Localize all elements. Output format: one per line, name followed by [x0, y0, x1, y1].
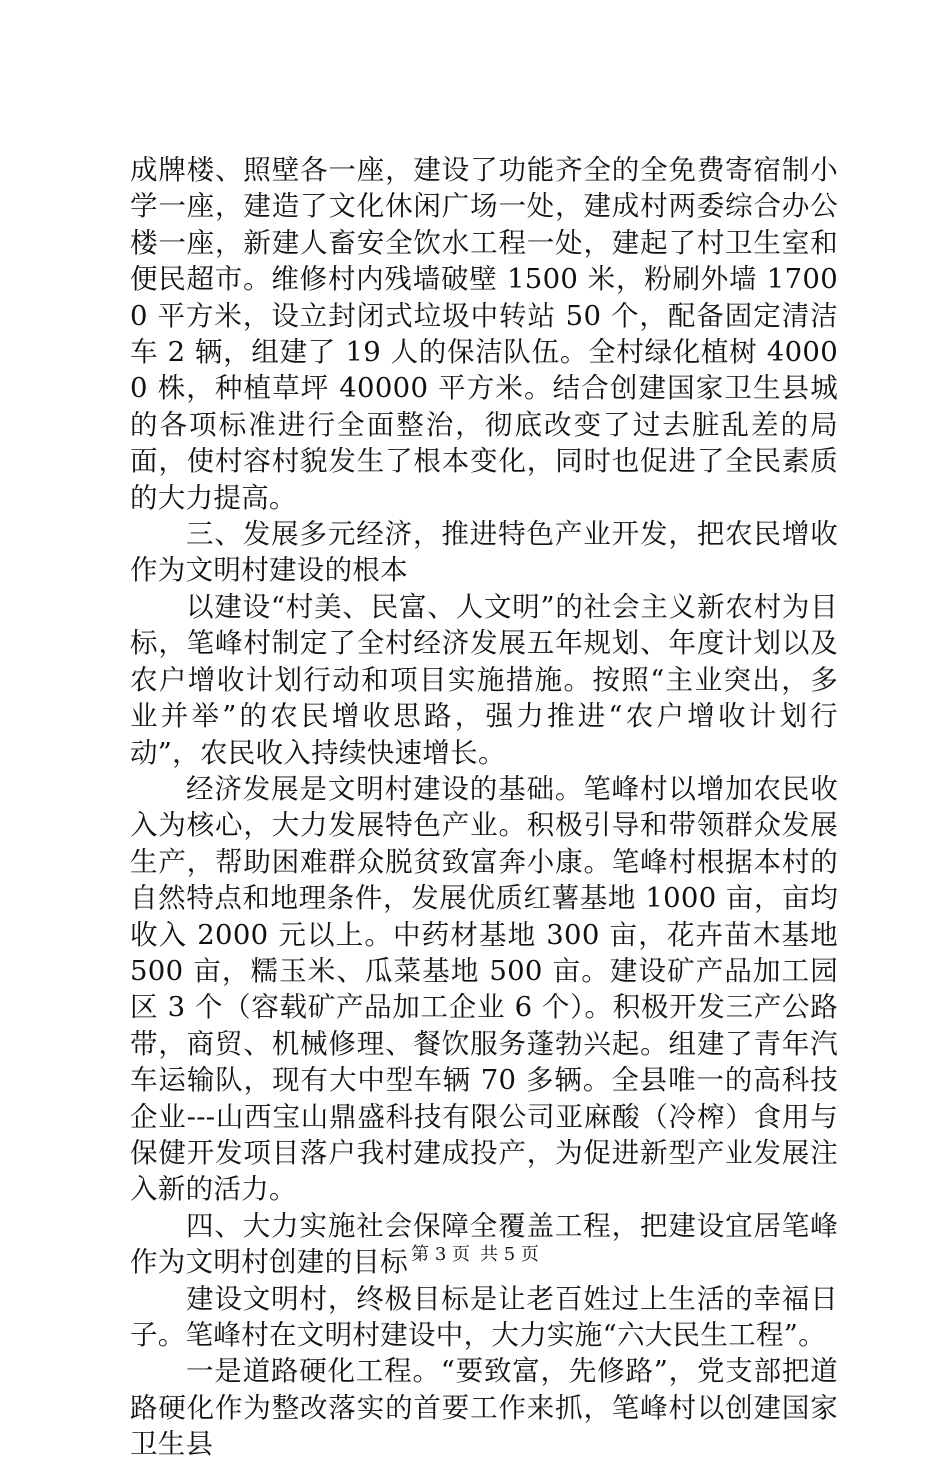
paragraph-village-construction: 成牌楼、照壁各一座，建设了功能齐全的全免费寄宿制小学一座，建造了文化休闲广场一处，建成村两委综合办公楼一座，新建人畜安全饮水工程一处，建起了村卫生室和便民超市。维修村内残墙破壁 1500 米，粉刷外墙 17000 平方米，设立封闭式垃圾中转站 50 个，配备固定清洁车 2 辆，组建了 19 人的保洁队伍。全村绿化植树 40000 株，种植草坪 40000 平方米。结合创建国家卫生县城的各项标准进行全面整治，彻底改变了过去脏乱差的局面，使村容村貌发生了根本变化，同时也促进了全民素质的大力提高。 [130, 154, 838, 514]
section-heading-3: 三、发展多元经济，推进特色产业开发，把农民增收作为文明村建设的根本 [130, 518, 838, 587]
section-heading-4: 四、大力实施社会保障全覆盖工程，把建设宜居笔峰作为文明村创建的目标 [130, 1209, 838, 1279]
page-footer [0, 1243, 950, 1267]
paragraph-economic-plan: 以建设“村美、民富、人文明”的社会主义新农村为目标，笔峰村制定了全村经济发展五年规划、年度计划以及农户增收计划行动和项目实施措施。按照“主业突出，多业并举”的农民增收思路，强力推进“农户增收计划行动”，农民收入持续快速增长。 [130, 590, 838, 769]
page-number-total: 共 5 页 [480, 1244, 539, 1265]
page-number-current: 第 3 页 [411, 1244, 470, 1265]
paragraph-road-hardening: 一是道路硬化工程。“要致富，先修路”，党支部把道路硬化作为整改落实的首要工作来抓，笔峰村以创建国家卫生县 [130, 1355, 838, 1461]
paragraph-civilized-village: 建设文明村，终极目标是让老百姓过上生活的幸福日子。笔峰村在文明村建设中，大力实施“六大民生工程”。 [130, 1282, 838, 1351]
paragraph-economic-development: 经济发展是文明村建设的基础。笔峰村以增加农民收入为核心，大力发展特色产业。积极引导和带领群众发展生产，帮助困难群众脱贫致富奔小康。笔峰村根据本村的自然特点和地理条件，发展优质红薯基地 1000 亩，亩均收入 2000 元以上。中药材基地 300 亩，花卉苗木基地 500 亩，糯玉米、瓜菜基地 500 亩。建设矿产品加工园区 3 个（容载矿产品加工企业 6 个）。积极开发三产公路带，商贸、机械修理、餐饮服务蓬勃兴起。组建了青年汽车运输队，现有大中型车辆 70 多辆。全县唯一的高科技企业---山西宝山鼎盛科技有限公司亚麻酸（冷榨）食用与保健开发项目落户我村建成投产，为促进新型产业发展注入新的活力。 [130, 772, 838, 1206]
